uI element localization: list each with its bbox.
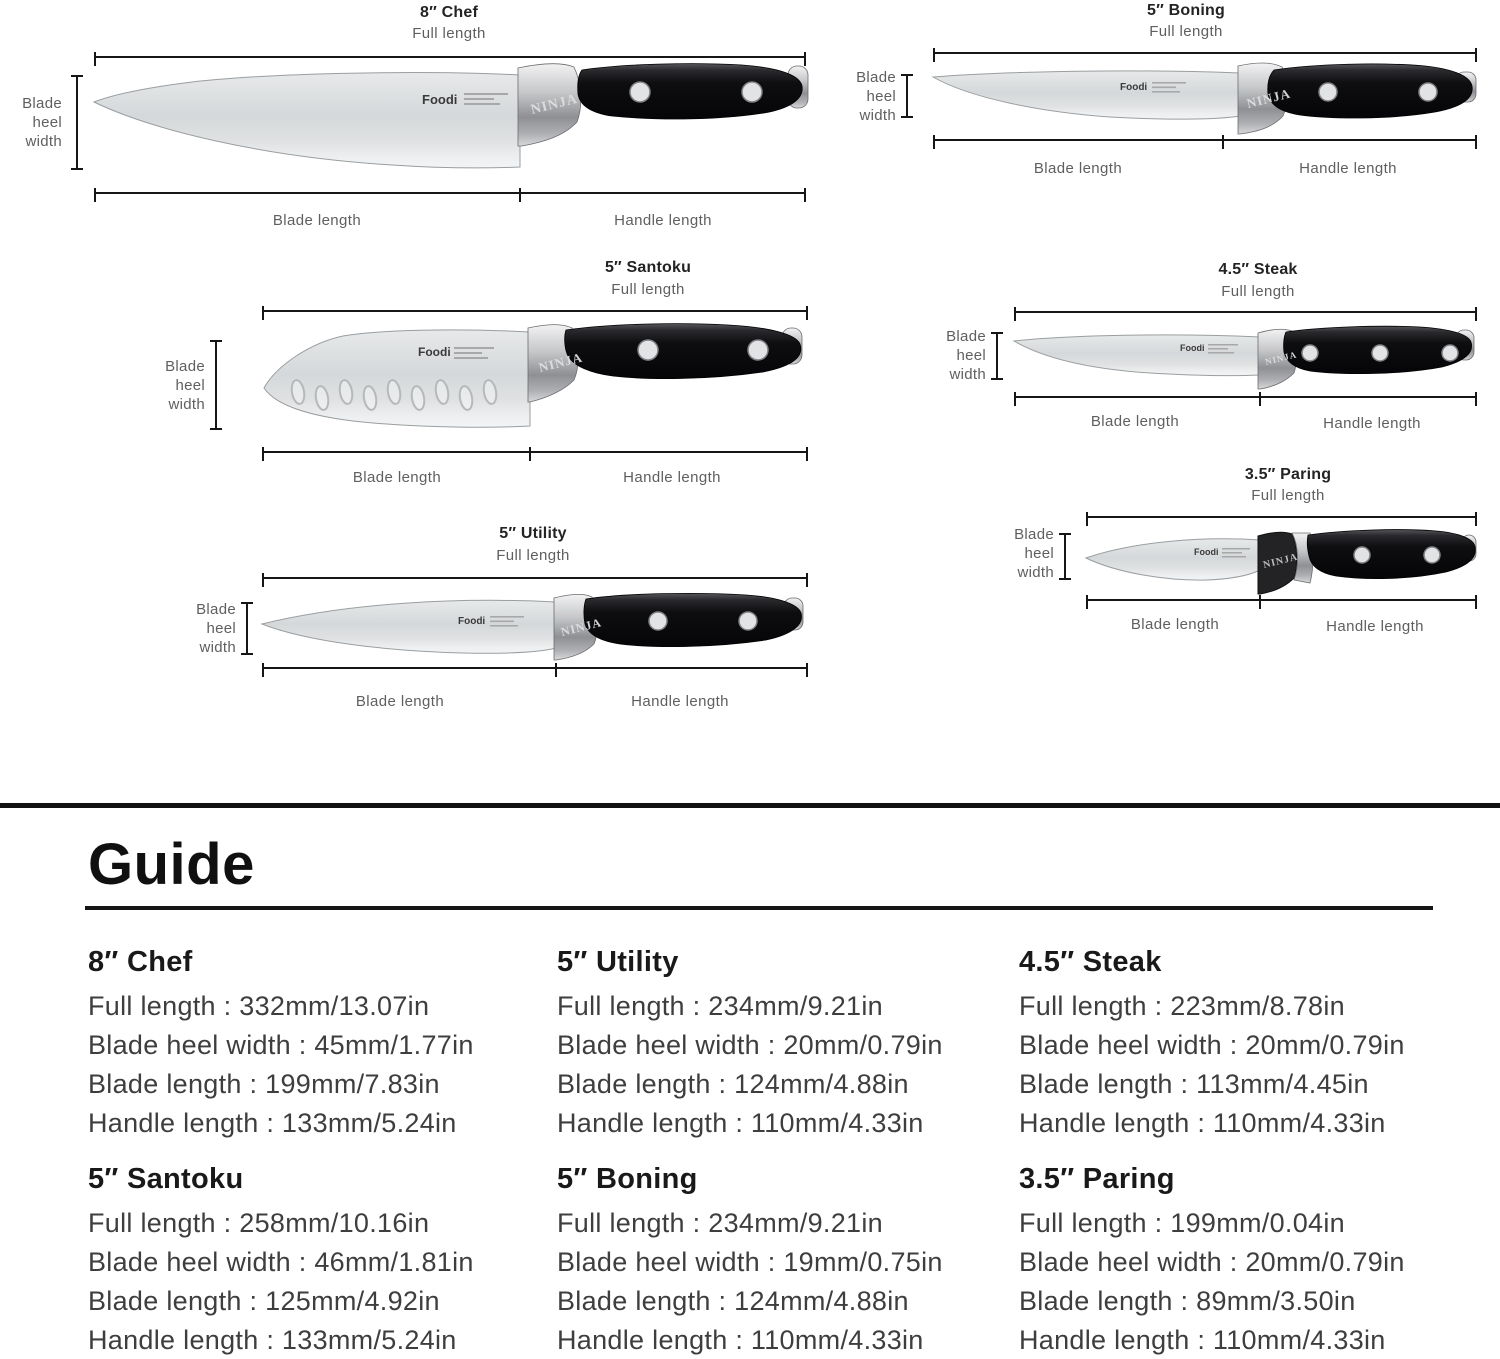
blade-length-label: Blade length — [1033, 160, 1123, 177]
handle-length-label: Handle length — [1299, 160, 1397, 177]
rivet — [742, 82, 762, 102]
guide-entry-boning — [557, 1163, 1019, 1359]
spec-full-length: Full length : 223mm/8.78in — [1019, 991, 1345, 1021]
blade-length-label: Blade length — [352, 469, 442, 486]
spec-blade-heel-width: Blade heel width : 20mm/0.79in — [1019, 1247, 1405, 1277]
guide-entry-name: 5″ Santoku — [88, 1163, 244, 1195]
spec-blade-length: Blade length : 113mm/4.45in — [1019, 1069, 1369, 1099]
ninja-bolster-logo: NINJA — [529, 91, 580, 118]
full-length-label: Full length — [1149, 23, 1223, 40]
full-length-label: Full length — [1221, 283, 1295, 300]
spec-blade-heel-width: Blade heel width : 20mm/0.79in — [557, 1030, 943, 1060]
spec-blade-length: Blade length : 199mm/7.83in — [88, 1069, 440, 1099]
blade-handle-dimension-line — [933, 139, 1477, 141]
blade-handle-dimension-line — [94, 192, 806, 194]
ninja-bolster-logo: NINJA — [1245, 85, 1293, 111]
foodi-blade-logo: Foodi — [422, 92, 458, 107]
spec-blade-heel-width: Blade heel width : 19mm/0.75in — [557, 1247, 943, 1277]
spec-handle-length: Handle length : 110mm/4.33in — [1019, 1108, 1386, 1138]
guide-entry-name: 5″ Boning — [557, 1163, 698, 1195]
full-length-dimension-line — [262, 310, 808, 312]
guide-entry-name: 4.5″ Steak — [1019, 946, 1162, 978]
paring-knife-illustration — [1082, 528, 1480, 598]
knife-title: 4.5″ Steak — [1218, 261, 1298, 278]
foodi-blade-logo: Foodi — [418, 345, 451, 359]
utility-knife-illustration — [258, 592, 812, 666]
full-length-label: Full length — [611, 281, 685, 298]
guide-heading: Guide — [88, 832, 255, 897]
rivet — [739, 612, 757, 630]
foodi-blade-logo: Foodi — [458, 616, 486, 627]
heel-width-dimension-line — [906, 74, 908, 118]
handle-length-label: Handle length — [614, 212, 712, 229]
spec-full-length: Full length : 199mm/0.04in — [1019, 1208, 1345, 1238]
spec-full-length: Full length : 258mm/10.16in — [88, 1208, 430, 1238]
blade-length-label: Blade length — [272, 212, 362, 229]
spec-full-length: Full length : 234mm/9.21in — [557, 991, 883, 1021]
section-divider — [0, 803, 1500, 808]
blade-heel-width-label: Blade heel width — [165, 358, 205, 413]
guide-entry-paring — [1019, 1163, 1405, 1359]
handle-length-label: Handle length — [623, 469, 721, 486]
blade-heel-width-label: Blade heel width — [856, 69, 896, 124]
spec-blade-length: Blade length : 125mm/4.92in — [88, 1286, 440, 1316]
blade-heel-width-label: Blade heel width — [946, 328, 986, 383]
spec-handle-length: Handle length : 133mm/5.24in — [88, 1108, 457, 1138]
knife-title: 5″ Utility — [499, 525, 567, 542]
rivet — [649, 612, 667, 630]
rivet — [638, 340, 658, 360]
full-length-label: Full length — [412, 25, 486, 42]
foodi-blade-logo: Foodi — [1180, 343, 1205, 353]
full-length-label: Full length — [1251, 487, 1325, 504]
blade-handle-dimension-line — [1014, 396, 1477, 398]
guide-entry-name: 3.5″ Paring — [1019, 1163, 1175, 1195]
rivet — [1419, 83, 1437, 101]
spec-handle-length: Handle length : 110mm/4.33in — [1019, 1325, 1386, 1355]
blade-heel-width-label: Blade heel width — [1014, 526, 1054, 581]
spec-handle-length: Handle length : 133mm/5.24in — [88, 1325, 457, 1355]
blade-handle-dimension-line — [1086, 599, 1477, 601]
blade-heel-width-label: Blade heel width — [196, 601, 236, 656]
blade-handle-dimension-line — [262, 451, 808, 453]
guide-entry-name: 5″ Utility — [557, 946, 679, 978]
blade-length-label: Blade length — [1090, 413, 1180, 430]
heel-width-dimension-line — [1064, 533, 1066, 580]
spec-blade-length: Blade length : 124mm/4.88in — [557, 1286, 909, 1316]
knife-title: 5″ Boning — [1147, 2, 1225, 19]
guide-entry-santoku — [88, 1163, 557, 1359]
spec-full-length: Full length : 234mm/9.21in — [557, 1208, 883, 1238]
ninja-bolster-logo: NINJA — [1264, 349, 1299, 367]
full-length-dimension-line — [1014, 311, 1477, 313]
ninja-bolster-logo: NINJA — [1262, 551, 1300, 571]
blade-length-label: Blade length — [1130, 616, 1220, 633]
rivet — [1319, 83, 1337, 101]
ninja-bolster-logo: NINJA — [537, 349, 585, 375]
handle-length-label: Handle length — [631, 693, 729, 710]
full-length-dimension-line — [94, 56, 806, 58]
rivet — [630, 82, 650, 102]
blade-handle-dimension-line — [262, 667, 808, 669]
guide-entry-chef — [88, 946, 557, 1143]
foodi-blade-logo: Foodi — [1194, 547, 1219, 557]
rivet — [1442, 345, 1458, 361]
spec-blade-length: Blade length : 89mm/3.50in — [1019, 1286, 1356, 1316]
spec-handle-length: Handle length : 110mm/4.33in — [557, 1108, 924, 1138]
heel-width-dimension-line — [215, 340, 217, 430]
santoku-knife-illustration — [258, 322, 812, 450]
handle-length-label: Handle length — [1323, 415, 1421, 432]
spec-blade-heel-width: Blade heel width : 45mm/1.77in — [88, 1030, 474, 1060]
knife-title: 8″ Chef — [420, 4, 478, 21]
spec-blade-heel-width: Blade heel width : 46mm/1.81in — [88, 1247, 474, 1277]
guide-heading-underline — [85, 906, 1433, 910]
rivet — [748, 340, 768, 360]
rivet — [1302, 345, 1318, 361]
spec-handle-length: Handle length : 110mm/4.33in — [557, 1325, 924, 1355]
ninja-bolster-logo: NINJA — [559, 615, 604, 639]
rivet — [1354, 547, 1370, 563]
guide-entry-steak — [1019, 946, 1405, 1143]
rivet — [1424, 547, 1440, 563]
steak-knife-illustration — [1010, 325, 1480, 397]
handle-length-label: Handle length — [1326, 618, 1424, 635]
knife-title: 5″ Santoku — [604, 259, 692, 276]
guide-entry-name: 8″ Chef — [88, 946, 193, 978]
full-length-label: Full length — [496, 547, 570, 564]
full-length-dimension-line — [1086, 516, 1477, 518]
heel-width-dimension-line — [246, 602, 248, 655]
heel-width-dimension-line — [996, 332, 998, 380]
knife-title: 3.5″ Paring — [1244, 466, 1332, 483]
spec-full-length: Full length : 332mm/13.07in — [88, 991, 430, 1021]
heel-width-dimension-line — [76, 75, 78, 170]
boning-knife-illustration — [930, 60, 1480, 140]
rivet — [1372, 345, 1388, 361]
spec-blade-heel-width: Blade heel width : 20mm/0.79in — [1019, 1030, 1405, 1060]
spec-blade-length: Blade length : 124mm/4.88in — [557, 1069, 909, 1099]
blade-heel-width-label: Blade heel width — [22, 95, 62, 150]
chef-knife-illustration — [92, 62, 810, 184]
full-length-dimension-line — [262, 577, 808, 579]
foodi-blade-logo: Foodi — [1120, 82, 1148, 93]
blade-length-label: Blade length — [355, 693, 445, 710]
full-length-dimension-line — [933, 52, 1477, 54]
guide-entry-utility — [557, 946, 1019, 1143]
guide-spec-grid — [88, 946, 1405, 1359]
